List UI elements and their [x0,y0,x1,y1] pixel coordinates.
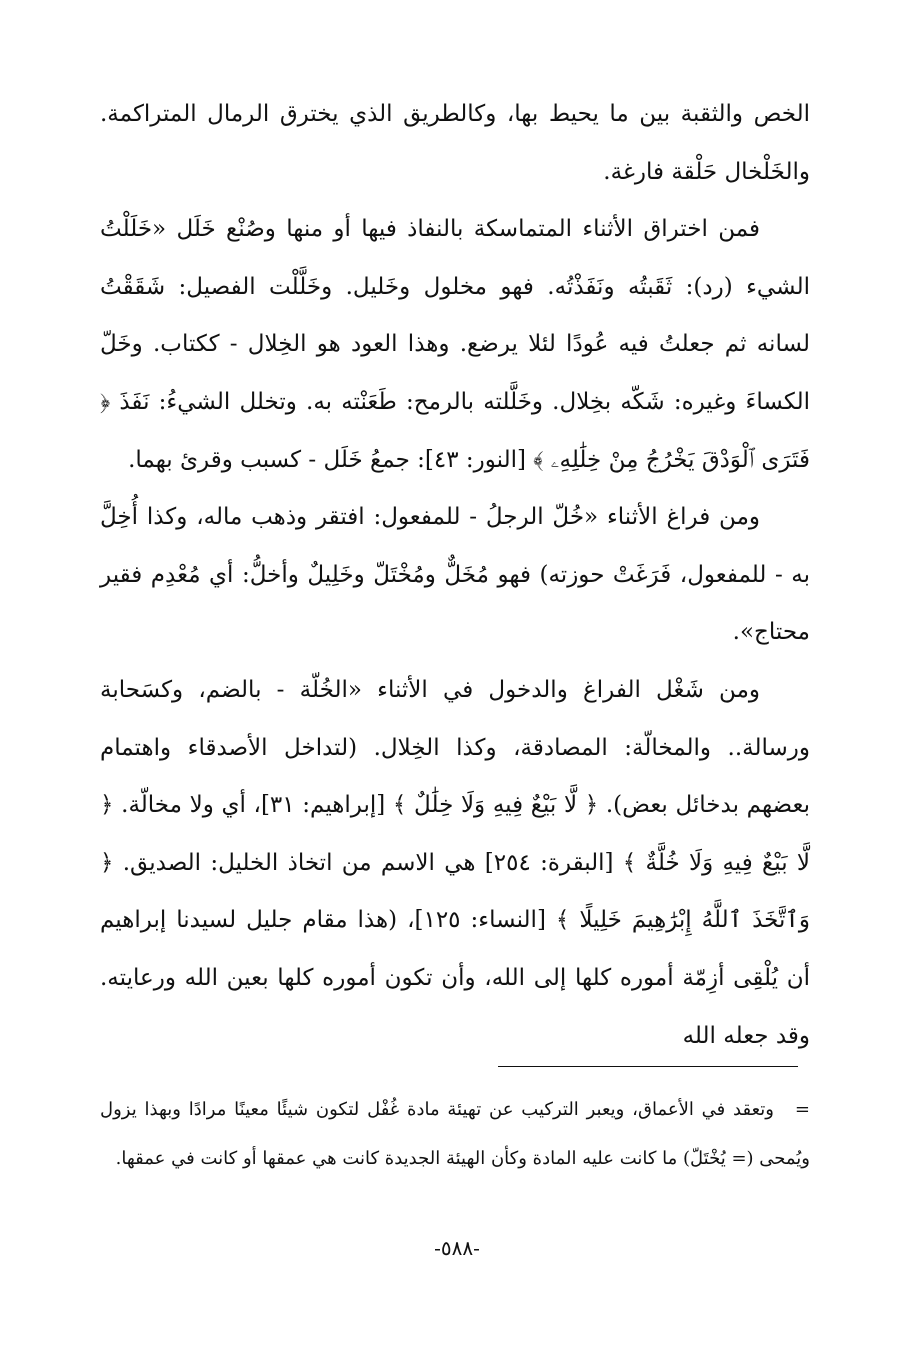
footnote [100,1085,810,1183]
paragraph-1: الخص والثقبة بين ما يحيط بها، وكالطريق الذي يخترق الرمال المتراكمة. والخَلْخال حَلْقة فارغة. [100,101,810,185]
footnote-paragraph [100,1085,810,1183]
footnote-text: وتعقد في الأعماق، ويعبر التركيب عن تهيئة مادة غُفْل لتكون شيئًا معينًا مرادًا وبهذا يزول ويُمحى (= يُخْتَلّ) ما كانت عليه المادة وكأن الهيئة الجديدة كانت هي عمقها أو كانت في عمقها. [100,1099,810,1169]
paragraph-3: ومن فراغ الأثناء «خُلّ الرجلُ - للمفعول: افتقر وذهب ماله، وكذا أُخِلَّ به - للمفعول، فَرَغَتْ حوزته) فهو مُخَلٌّ ومُخْتَلّ وخَلِيلٌ وأخلُّ: أي مُعْدِم فقير محتاج». [100,504,810,646]
page-number: -٥٨٨- [434,1236,480,1260]
footnote-continuation-marker: = [794,1099,810,1120]
paragraph-4: ومن شَغْل الفراغ والدخول في الأثناء «الخُلّة - بالضم، وكسَحابة ورسالة.. والمخالّة: المصادقة، وكذا الخِلال. (لتداخل الأصدقاء واهتمام بعضهم بدخائل بعض). ﴿ لَّا بَيْعٌ فِيهِ وَلَا خِلَٰلٌ ﴾ [إبراهيم: ٣١]، أي ولا مخالّة. ﴿ لَّا بَيْعٌ فِيهِ وَلَا خُلَّةٌ ﴾ [البقرة: ٢٥٤] هي الاسم من اتخاذ الخليل: الصديق. ﴿ وَٱتَّخَذَ ٱللَّهُ إِبْرَٰهِيمَ خَلِيلًا ﴾ [النساء: ١٢٥]، (هذا مقام جليل لسيدنا إبراهيم أن يُلْقِى أزِمّة أموره كلها إلى الله، وأن تكون أموره كلها بعين الله ورعايته. وقد جعله الله [100,676,810,1049]
main-text [100,86,810,1065]
footnote-divider [498,1066,798,1067]
paragraph-2: فمن اختراق الأثناء المتماسكة بالنفاذ فيها أو منها وصُنْع خَلَل «خَلَلْتُ الشيء (رد): ثَقَبتُه ونَفَذْتُه. فهو مخلول وخَليل. وخَلَّلْت الفصيل: شَقَقْتُ لسانه ثم جعلتُ فيه عُودًا لئلا يرضع. وهذا العود هو الخِلال - ككتاب. وخَلّ الكساءَ وغيره: شَكّه بخِلال. وخَلَّلته بالرمح: طَعَنْته به. وتخلل الشيءُ: نَفَذَ ﴿ فَتَرَى ٱلْوَدْقَ يَخْرُجُ مِنْ خِلَٰلِهِۦ ﴾ [النور: ٤٣]: جمعُ خَلَل - كسبب وقرئ بهما. [100,216,810,473]
